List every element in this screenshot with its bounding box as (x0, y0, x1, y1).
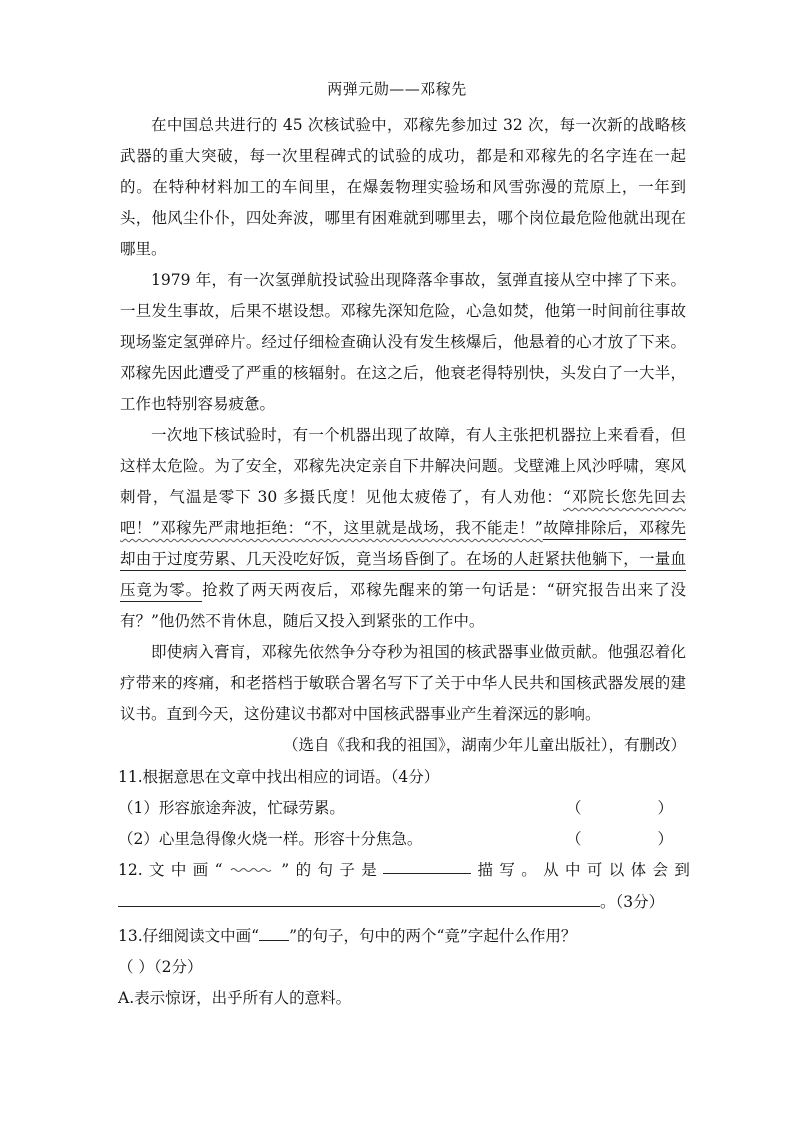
paragraph-1: 在中国总共进行的 45 次核试验中，邓稼先参加过 32 次，每一次新的战略核武器的重大突破，每一次里程碑式的试验的成功，都是和邓稼先的名字连在一起的。在特种材料加工的车间里，在爆轰物理实验场和风雪弥漫的荒原上，一年到头，他风尘仆仆，四处奔波，哪里有困难就到哪里去，哪个岗位最危险他就出现在哪里。 (120, 116, 686, 258)
article-body (120, 110, 686, 761)
question-11 (118, 762, 690, 1014)
source-citation: （选自《我和我的祖国》，湖南少年儿童出版社），有删改） (282, 736, 686, 754)
question-12-line-1: 12. 文 中 画 “ ” 的 句 子 是 描 写 。 从 中 可 以 体 会 到 (118, 855, 690, 886)
paragraph-2: 1979 年，有一次氢弹航投试验出现降落伞事故，氢弹直接从空中摔了下来。一旦发生事故，后果不堪设想。邓稼先深知危险，心急如焚，他第一时间前往事故现场鉴定氢弹碎片。经过仔细检查确认没有发生核爆后，他悬着的心才放了下来。邓稼先因此遭受了严重的核辐射。在这之后，他衰老得特别快，头发白了一大半，工作也特别容易疲惫。 (120, 271, 686, 413)
question-13-option-a: A.表示惊讶，出乎所有人的意料。 (118, 989, 352, 1007)
paragraph-3-start: 一次地下核试验时，有一个机器出现了故障，有人主张把机器拉上来看看，但这样太危险。为了安全，邓稼先决定亲自下井解决问题。戈壁滩上风沙呼啸，寒风刺骨，气温是零下 30 多摄氏度！见他太疲倦了，有人劝他： (120, 426, 686, 506)
paragraph-3 (120, 420, 686, 637)
question-12-line-2: 。（3分） (118, 886, 690, 917)
answer-blank-13[interactable]: （ ）（2分） (118, 958, 203, 976)
question-13-stem: 13.仔细阅读文中画“ ”的句子，句中的两个“竟”字起什么作用？ (118, 921, 690, 952)
question-11-stem: 11.根据意思在文章中找出相应的词语。（4分） (118, 768, 440, 786)
answer-blank-12-type[interactable] (383, 855, 471, 874)
underlined-sentence: 故障排除后，邓稼先却由于过度劳累、几天没吃好饭，竟当场昏倒了。在场的人赶紧扶他躺下，一量血压竟为零。 (120, 519, 686, 599)
question-11-item-2: （2）心里急得像火烧一样。形容十分焦急。 （ ） (118, 824, 690, 855)
straight-line-marker (259, 922, 289, 941)
question-11-item-1: （1）形容旅途奔波，忙碌劳累。 （ ） (118, 793, 690, 824)
answer-blank-12-feeling[interactable] (118, 886, 600, 907)
article-title: 两弹元勋——邓稼先 (327, 80, 467, 98)
paragraph-4: 即使病入膏肓，邓稼先依然争分夺秒为祖国的核武器事业做贡献。他强忍着化疗带来的疼痛，和老搭档于敏联合署名写下了关于中华人民共和国核武器发展的建议书。直到今天，这份建议书都对中国核武器事业产生着深远的影响。 (120, 643, 686, 723)
paragraph-3-end: 抢救了两天两夜后，邓稼先醒来的第一句话是：“研究报告出来了没有？”他仍然不肯休息，随后又投入到紧张的工作中。 (120, 581, 686, 630)
wavy-underlined-sentence: “邓院长您先回去吧！”邓稼先严肃地拒绝：“不，这里就是战场，我不能走！” (120, 488, 686, 537)
answer-blank-11-2[interactable]: （ ） (566, 830, 674, 848)
answer-blank-11-1[interactable]: （ ） (566, 799, 674, 817)
wavy-line-marker (229, 855, 275, 873)
